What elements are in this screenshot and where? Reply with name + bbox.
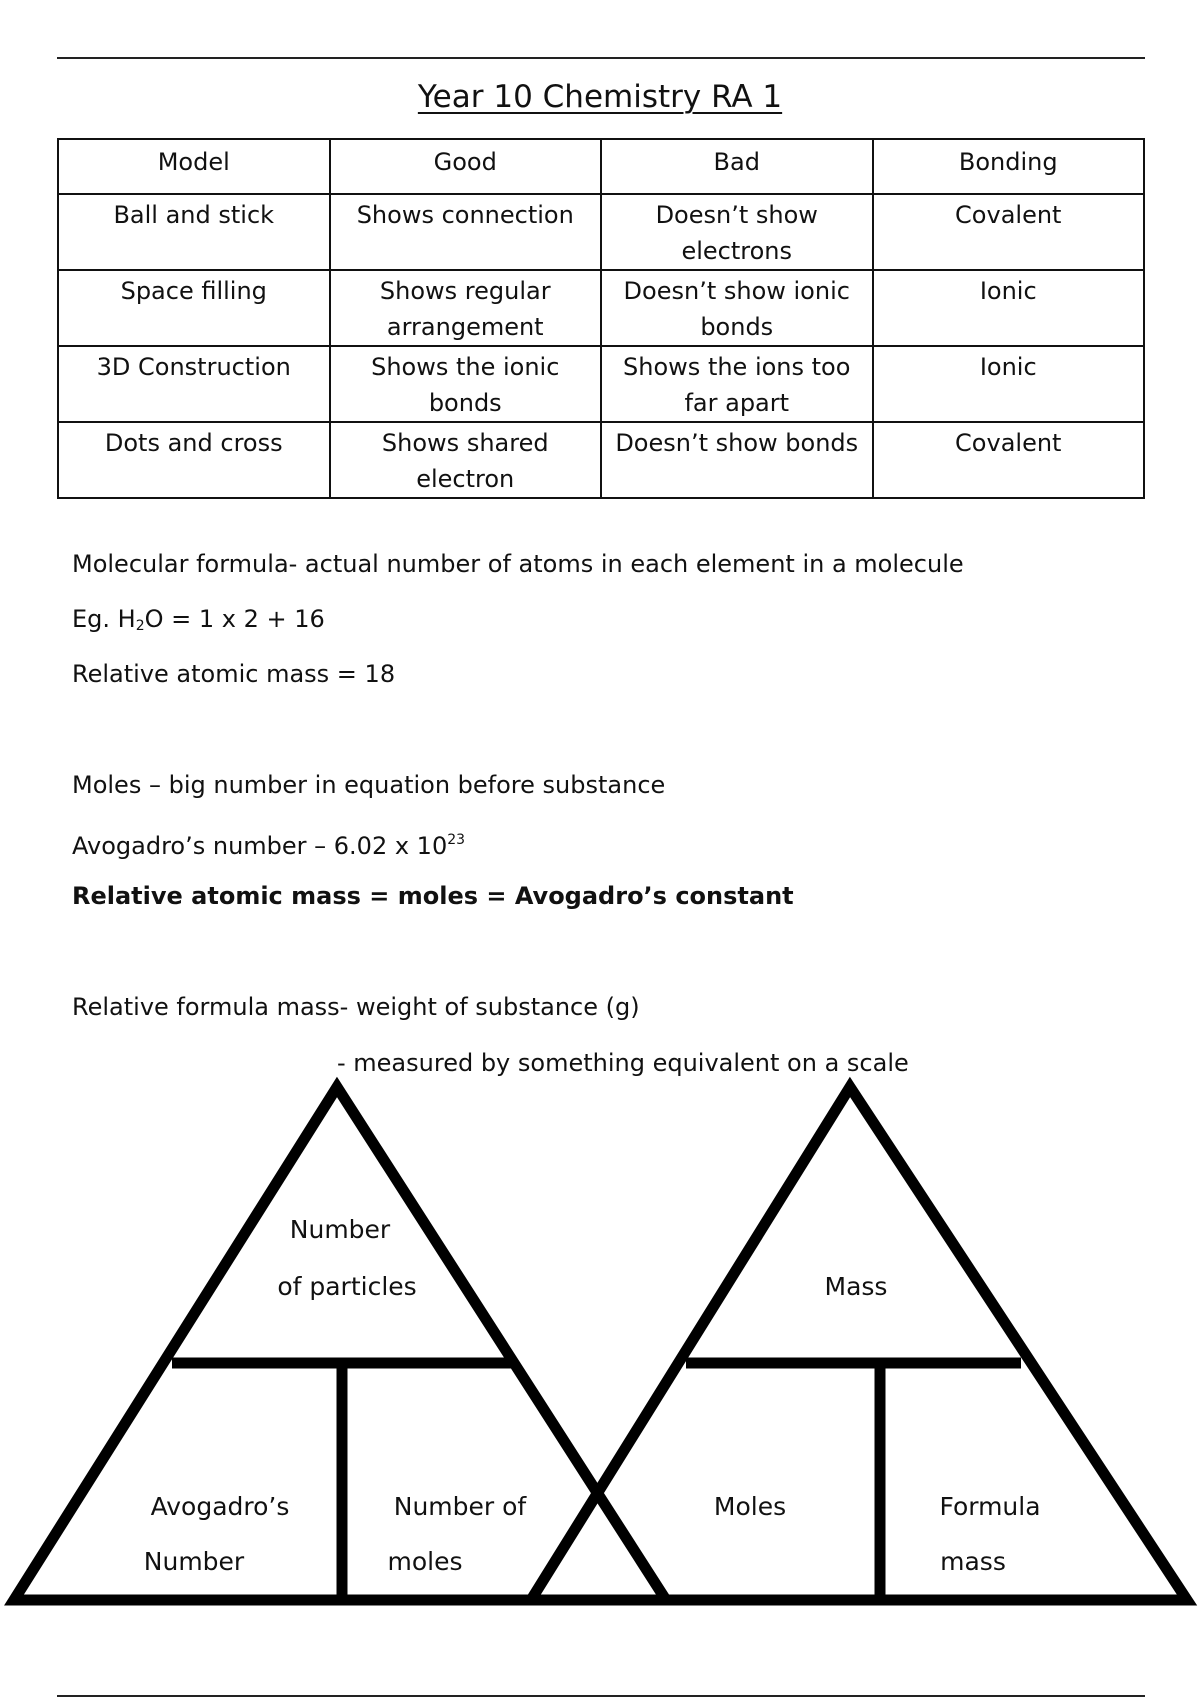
molecular-formula-note: Molecular formula- actual number of atoms in each element in a molecule bbox=[72, 550, 964, 578]
header-cell-model: Model bbox=[58, 139, 330, 194]
page-title-text: Year 10 Chemistry RA 1 bbox=[417, 79, 783, 115]
table-cell: Shows connection bbox=[330, 194, 602, 270]
table-cell: Shows the ionic bonds bbox=[330, 346, 602, 422]
header-cell-bad: Bad bbox=[601, 139, 873, 194]
relative-atomic-mass-note: Relative atomic mass = 18 bbox=[72, 660, 396, 688]
right-triangle-outline bbox=[531, 1087, 1187, 1600]
example-suffix: O = 1 x 2 + 16 bbox=[144, 605, 325, 633]
table-cell: Doesn’t show electrons bbox=[601, 194, 873, 270]
left-top-label-line1: Number bbox=[289, 1215, 391, 1244]
table-cell: Shows the ions too far apart bbox=[601, 346, 873, 422]
table-header-row bbox=[58, 139, 1144, 194]
table-cell: Dots and cross bbox=[58, 422, 330, 498]
formula-triangles-diagram bbox=[0, 1060, 1200, 1620]
right-top-label: Mass bbox=[824, 1272, 888, 1301]
example-equation bbox=[72, 601, 325, 644]
top-rule bbox=[57, 57, 1145, 59]
table-cell: Space filling bbox=[58, 270, 330, 346]
table-cell: Ball and stick bbox=[58, 194, 330, 270]
example-subscript: 2 bbox=[135, 618, 145, 634]
moles-note: Moles – big number in equation before substance bbox=[72, 771, 666, 799]
left-bottom-right-label-line2: moles bbox=[387, 1547, 463, 1576]
right-bottom-left-label: Moles bbox=[713, 1492, 787, 1521]
table-cell: Ionic bbox=[873, 270, 1145, 346]
left-bottom-right-label-line1: Number of bbox=[393, 1492, 527, 1521]
right-bottom-right-label-line1: Formula bbox=[939, 1492, 1041, 1521]
table-row bbox=[58, 194, 1144, 270]
left-top-label-line2: of particles bbox=[277, 1272, 417, 1301]
table-cell: Doesn’t show ionic bonds bbox=[601, 270, 873, 346]
header-cell-good: Good bbox=[330, 139, 602, 194]
table-cell: Shows regular arrangement bbox=[330, 270, 602, 346]
table-cell: Ionic bbox=[873, 346, 1145, 422]
avogadro-number-note bbox=[72, 822, 465, 864]
avogadro-exponent: 23 bbox=[447, 832, 466, 848]
formula-mass-note: Relative formula mass- weight of substance (g) bbox=[72, 993, 640, 1021]
relation-note: Relative atomic mass = moles = Avogadro’s constant bbox=[72, 882, 794, 910]
table-cell: Covalent bbox=[873, 194, 1145, 270]
example-prefix: Eg. H bbox=[72, 605, 136, 633]
models-table bbox=[57, 138, 1145, 499]
page-title bbox=[0, 76, 1200, 118]
table-row bbox=[58, 270, 1144, 346]
left-bottom-left-label-line1: Avogadro’s bbox=[150, 1492, 290, 1521]
bottom-rule bbox=[57, 1695, 1145, 1697]
header-cell-bonding: Bonding bbox=[873, 139, 1145, 194]
avogadro-prefix: Avogadro’s number – 6.02 x 10 bbox=[72, 832, 448, 860]
table-row bbox=[58, 346, 1144, 422]
left-bottom-left-label-line2: Number bbox=[143, 1547, 245, 1576]
right-bottom-right-label-line2: mass bbox=[940, 1547, 1006, 1576]
formula-mass-subnote: - measured by something equivalent on a scale bbox=[337, 1049, 909, 1077]
table-cell: Shows shared electron bbox=[330, 422, 602, 498]
table-cell: Doesn’t show bonds bbox=[601, 422, 873, 498]
table-cell: Covalent bbox=[873, 422, 1145, 498]
table-cell: 3D Construction bbox=[58, 346, 330, 422]
table-row bbox=[58, 422, 1144, 498]
